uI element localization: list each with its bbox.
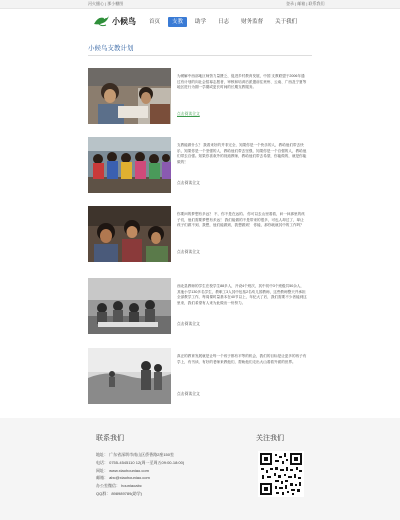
contact-wechat: 办公室微信： houniaoabc — [96, 483, 142, 489]
article-summary: 你要问的梦想有多远？ 不，你不是在远的。 你可以去山里看看，问一问那里的孩子们，他们需要梦想有多远！ 我们能做的不是带来的很多，可也人却过了，却让孩子们做不到，我想，他们能做到，我想做到！ 你能，那你就就其中的工作吗？ — [177, 212, 305, 228]
read-more-link[interactable]: 点击阅读全文 — [177, 322, 200, 326]
article-photo[interactable] — [88, 278, 171, 334]
qr-code-icon — [258, 451, 304, 497]
nav-aid[interactable]: 助学 — [195, 18, 207, 25]
article-photo[interactable] — [88, 348, 171, 404]
article-photo[interactable] — [88, 68, 171, 124]
contact-address: 地址： 广东省深圳市南山区侨香路2座150室 — [96, 452, 175, 457]
page-title: 小候鸟支教计划 — [88, 45, 134, 52]
contact-qq: QQ群： 898989789(助学) — [96, 490, 143, 496]
site-header — [0, 10, 400, 32]
contact-title: 联系我们 — [96, 435, 124, 442]
contact-email[interactable]: 邮箱： abc@xiaohouniao.com — [96, 475, 150, 481]
read-more-link[interactable]: 点击阅读全文 — [177, 112, 200, 116]
title-divider — [88, 55, 312, 56]
follow-title: 关注我们 — [256, 435, 284, 442]
article-summary: 支教能做什么？ 我看来好的并非完全，知果你是一个快乐的人，教给他们带去快乐，知果你是一个坚强的人，教给他们带去坚强，知果你是一个自强的人，教给他们带去自强。知果你喜欢外的视迪教师，教给他们带去希望，你能做的，就是你能做的！ — [177, 143, 307, 165]
article-summary: 为缓解中西部地区师资力量匮乏、促进乡村教育发展，中国 支教联盟于2006年通过有计划的向社会招募志愿者，审核和培训后派遣前往贵州、云南、广西及宁夏等地区进行为期一学期或更长时间的长期支教服务。 — [177, 74, 307, 90]
article-summary: 真正的教育发展就是让每一个孩子都有平等的机会，我们的目标是让更多的孩子有学上，有书读，有好的老师来教他们，帮助他们走出大山看看外面的世界。 — [177, 354, 307, 364]
read-more-link[interactable]: 点击阅读全文 — [177, 250, 200, 254]
top-bar — [0, 0, 400, 9]
article-item — [88, 137, 312, 193]
article-item — [88, 348, 312, 404]
site-footer — [0, 418, 400, 520]
article-photo[interactable] — [88, 137, 171, 193]
article-photo[interactable] — [88, 206, 171, 262]
nav-finance[interactable]: 财务监督 — [241, 18, 264, 25]
article-summary: 西北县教师的学生在校学生88多人，开设4个班次，其中初中3个班级共50余人，其他小学130多名学生，教职工3人其中包括2名幼儿园教师，这些教师整天并承担全部教学工作，每周课时量基本在40节以上，年纪大了后，我们需要不少者能到这里来，我们希望有人来为此做出一份努力。 — [177, 284, 307, 306]
article-item — [88, 278, 312, 334]
contact-website[interactable]: 网址： www.xiaohouniao.com — [96, 467, 149, 473]
article-item — [88, 206, 312, 262]
site-name[interactable]: 小候鸟 — [112, 17, 136, 26]
contact-phone: 电话： 0755-4545110 12(周一至周五09:00-18:00) — [96, 459, 185, 465]
article-item — [88, 68, 312, 124]
contact-info — [96, 451, 184, 498]
nav-journal[interactable]: 日志 — [218, 18, 230, 25]
top-bar-left-text: 河火播心 | 那小棚图 — [88, 1, 124, 6]
top-bar-links[interactable]: 登录 | 邮箱 | 联系我们 — [286, 1, 325, 6]
nav-teaching[interactable]: 支教 — [168, 17, 187, 27]
bird-logo-icon[interactable] — [92, 12, 110, 30]
nav-about[interactable]: 关于我们 — [275, 18, 298, 25]
read-more-link[interactable]: 点击阅读全文 — [177, 392, 200, 396]
main-nav — [145, 17, 305, 27]
read-more-link[interactable]: 点击阅读全文 — [177, 181, 200, 185]
nav-home[interactable]: 首页 — [149, 18, 161, 25]
